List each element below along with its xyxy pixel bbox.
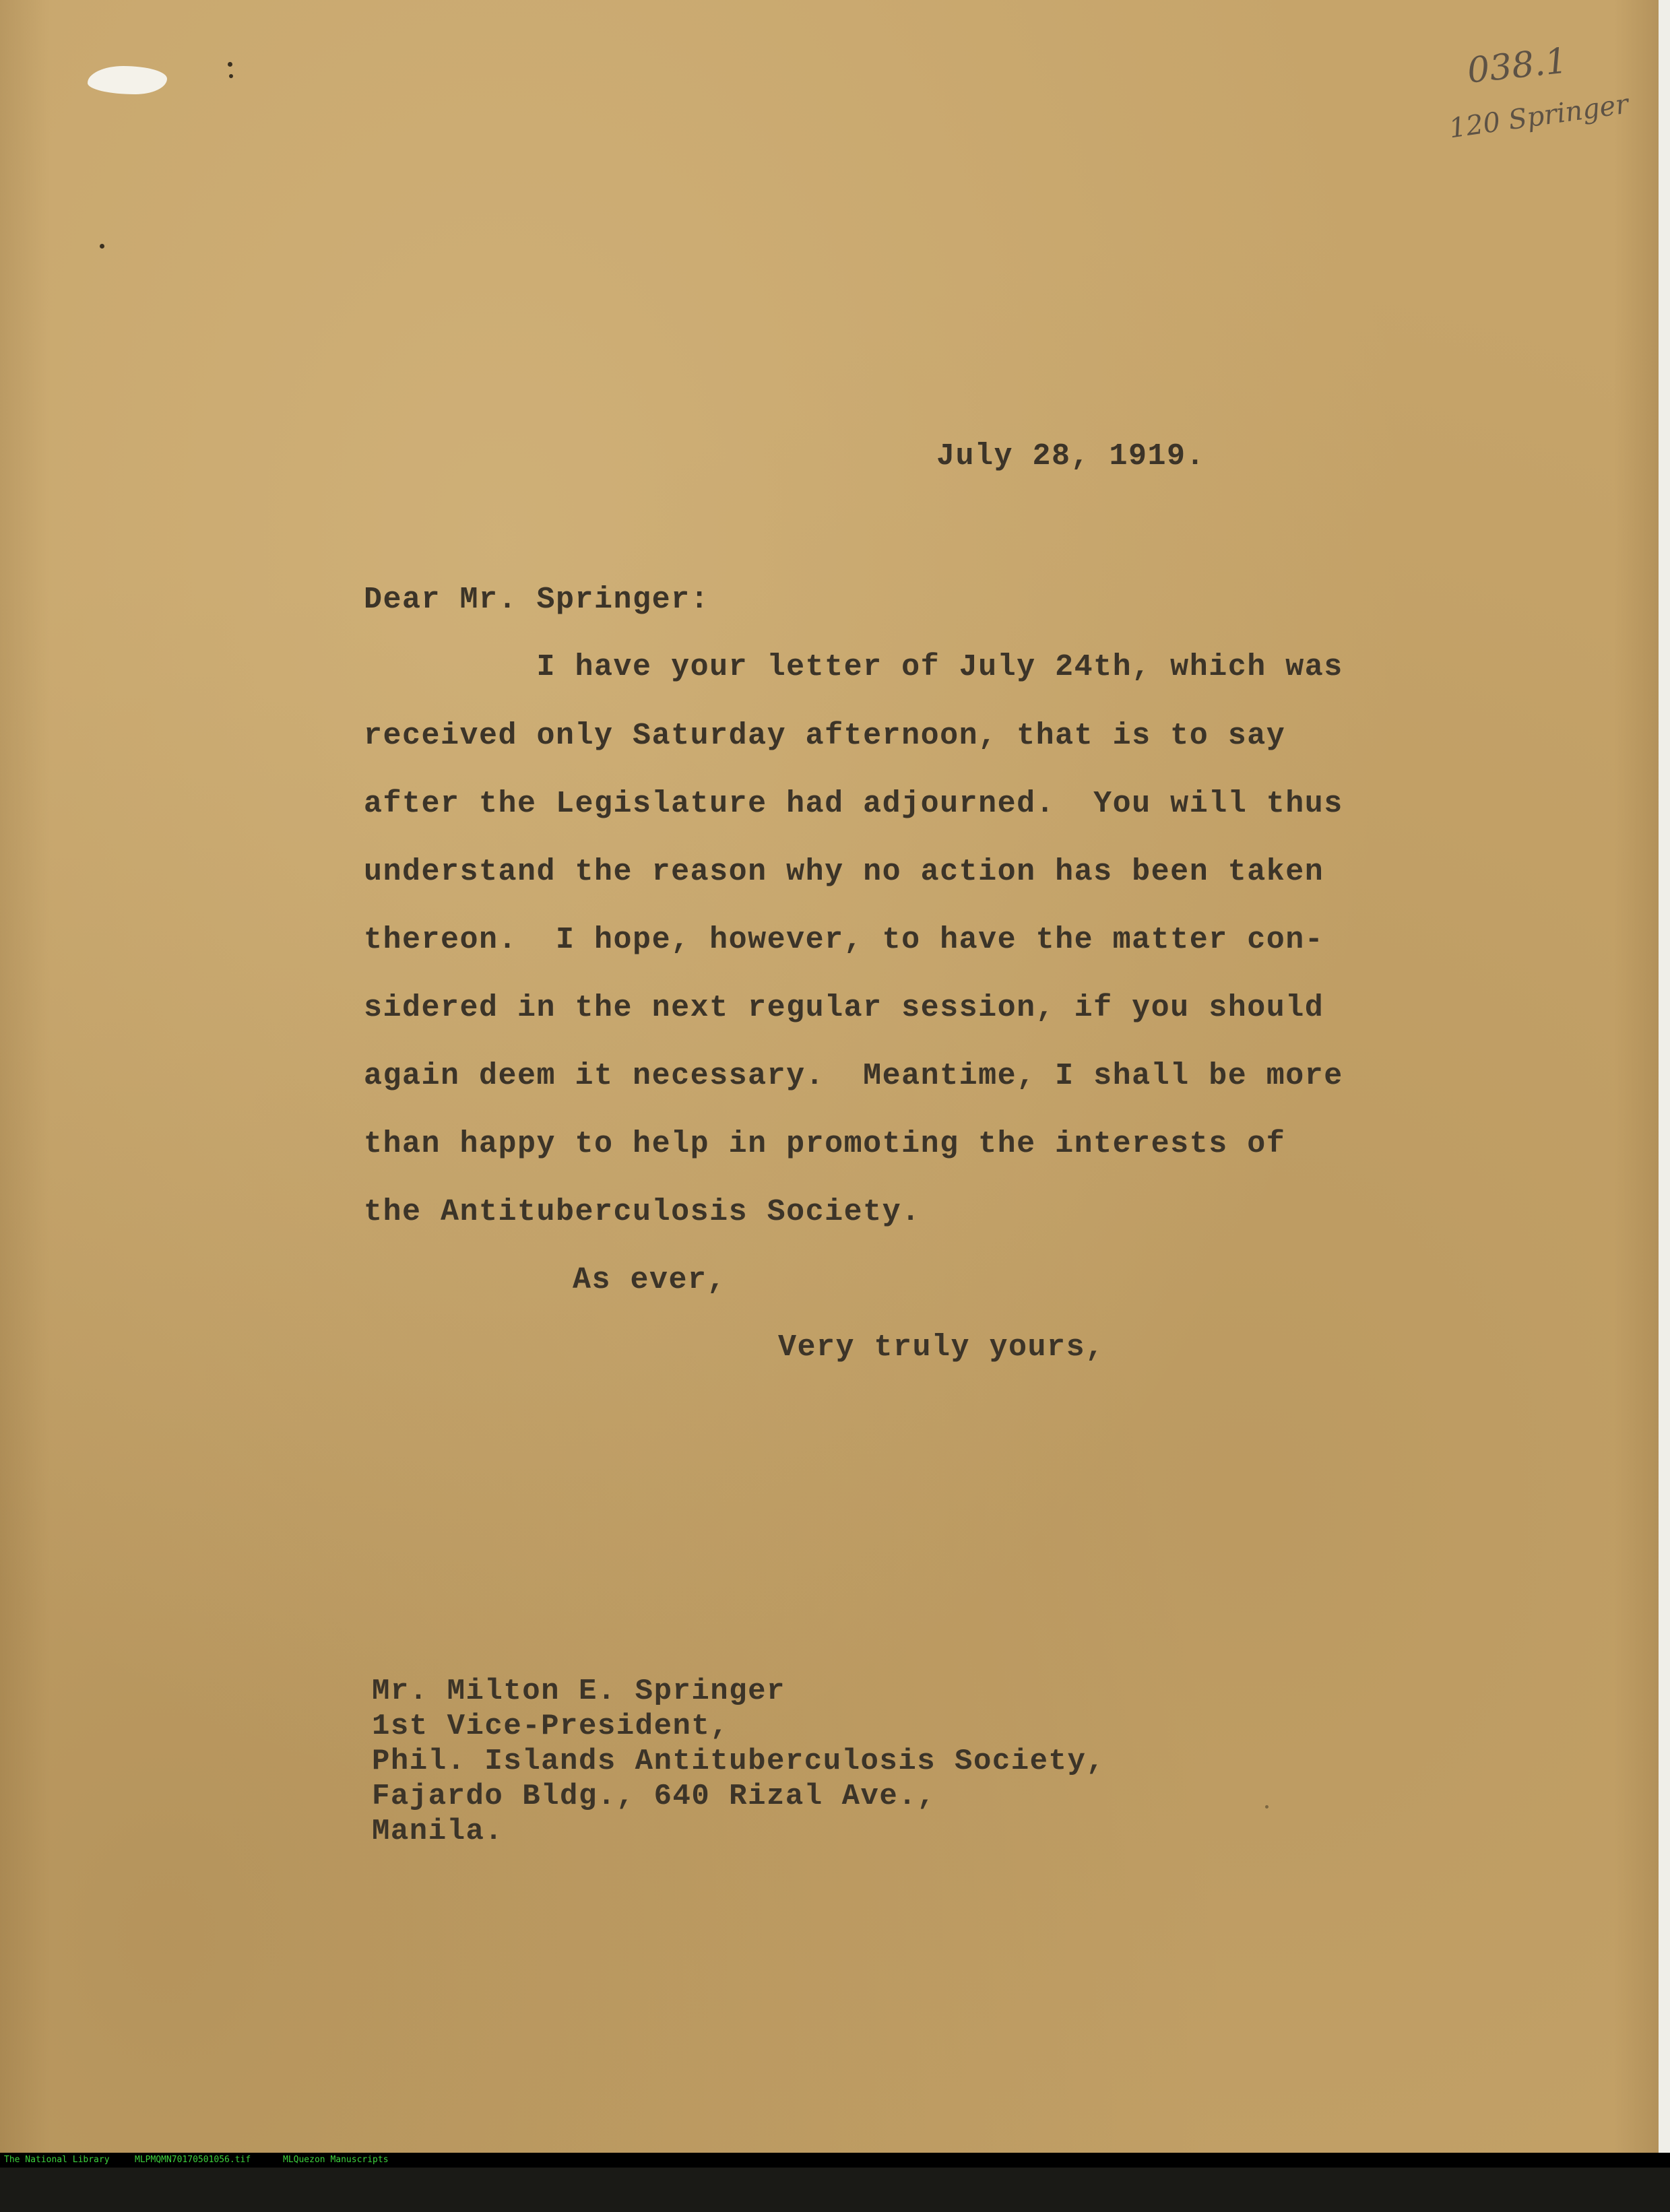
handwritten-note: 120 Springer xyxy=(1447,88,1631,145)
body-line: sidered in the next regular session, if you should xyxy=(364,991,1324,1025)
punch-hole xyxy=(88,66,167,94)
closing-very-truly: Very truly yours, xyxy=(778,1330,1105,1365)
footer-collection: MLQuezon Manuscripts xyxy=(283,2155,389,2165)
footer-library: The National Library xyxy=(4,2155,110,2165)
ink-speck xyxy=(1265,1805,1268,1809)
ink-speck xyxy=(229,74,233,78)
body-line: received only Saturday afternoon, that is to say xyxy=(364,719,1286,753)
ink-speck xyxy=(100,244,104,249)
scan-edge xyxy=(1659,0,1670,2153)
body-line: than happy to help in promoting the interests of xyxy=(364,1127,1286,1161)
address-line: Fajardo Bldg., 640 Rizal Ave., xyxy=(372,1780,936,1813)
scan-footer xyxy=(0,2153,1670,2168)
ink-speck xyxy=(228,62,232,67)
footer-filename: MLPMQMN70170501056.tif xyxy=(135,2155,251,2165)
body-line: again deem it necessary. Meantime, I shall be more xyxy=(364,1059,1343,1093)
letter-date: July 28, 1919. xyxy=(936,439,1206,474)
address-line: Phil. Islands Antituberculosis Society, xyxy=(372,1745,1105,1778)
address-line: Mr. Milton E. Springer xyxy=(372,1674,785,1708)
handwritten-file-code: 038.1 xyxy=(1465,40,1570,92)
address-line: 1st Vice-President, xyxy=(372,1710,730,1743)
address-line: Manila. xyxy=(372,1815,504,1848)
body-line: after the Legislature had adjourned. You will thus xyxy=(364,787,1343,821)
body-line: the Antituberculosis Society. xyxy=(364,1195,921,1229)
body-line: I have your letter of July 24th, which was xyxy=(364,650,1343,684)
body-line: understand the reason why no action has been taken xyxy=(364,855,1324,889)
body-line: thereon. I hope, however, to have the matter con- xyxy=(364,923,1324,957)
closing-as-ever: As ever, xyxy=(573,1263,727,1297)
salutation: Dear Mr. Springer: xyxy=(364,583,710,617)
